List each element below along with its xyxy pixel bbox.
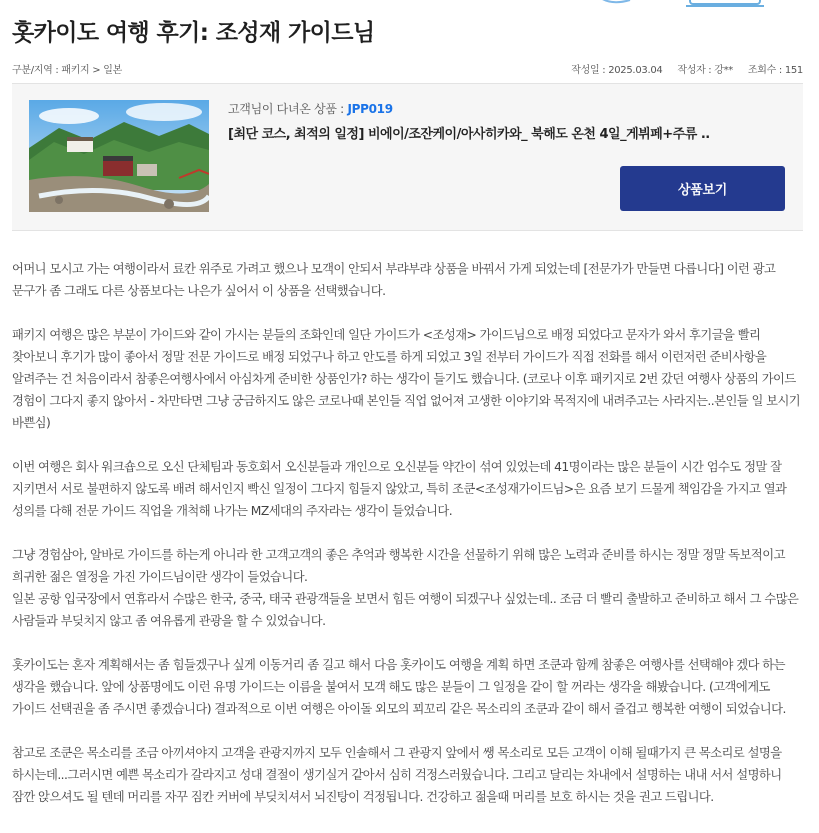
product-code[interactable]: JPP019 — [347, 102, 393, 116]
post-author: 작성자 : 강** — [677, 64, 734, 76]
review-paragraph: 이번 여행은 회사 워크숍으로 오신 단체팀과 동호회서 오신분들과 개인으로 오신분들 약간이 섞여 있었는데 41명이라는 많은 분들이 시간 엄수도 정말 잘 지키면서 서로 불편하지 않도록 배려 해서인지 빡신 일정이 그다지 힘들지 않았고, 특히 조쿤<조성재가이드님>은 요즘 보기 드물게 책임감을 가지고 열과 성의를 다해 전문 가이드 직업을 개척해 나가는 MZ세대의 주자라는 생각이 들었습니다. — [12, 460, 787, 518]
product-code-label: 고객님이 다녀온 상품 : — [228, 102, 348, 116]
review-content — [12, 258, 805, 830]
review-paragraph: 그냥 경험삼아, 알바로 가이드를 하는게 아니라 한 고객고객의 좋은 추억과 행복한 시간을 선물하기 위해 많은 노력과 준비를 하시는 정말 정말 독보적이고 희귀한 젊은 열정을 가진 가이드님이란 생각이 들었습니다. — [12, 548, 785, 584]
product-code-line — [228, 100, 393, 117]
post-info — [559, 61, 803, 76]
post-date: 작성일 : 2025.03.04 — [571, 64, 663, 76]
review-paragraph: 패키지 여행은 많은 부분이 가이드와 같이 가시는 분들의 조화인데 일단 가이드가 <조성재> 가이드님으로 배정 되었다고 문자가 와서 후기글을 빨리 찾아보니 후기가 많이 좋아서 정말 전문 가이드로 배정 되었구나 하고 안도를 하게 되었고 3일 전부터 가이드가 직접 전화를 해서 이런저런 준비사항을 알려주는 건 처음이라서 참좋은여행사에서 아심차게 준비한 상품인가? 하는 생각이 들기도 했습니다. (코로나 이후 패키지로 2번 갔던 여행사 상품의 가이드 경험이 그다지 좋지 않아서 - 차만타면 그냥 궁금하지도 않은 코로나때 본인들 직업 없어져 고생한 이야기와 목적지에 내려주고는 사라지는..본인들 일 보시기 바쁜심) — [12, 328, 801, 430]
review-paragraph: 참고로 조쿤은 목소리를 조금 아끼셔야지 고객을 관광지까지 모두 인솔해서 그 관광지 앞에서 쌩 목소리로 모든 고객이 이해 될때가지 큰 목소리로 설명을 하시는데...그러시면 예쁜 목소리가 갈라지고 성대 결절이 생기실거 같아서 심히 걱정스러웠습니다. 그리고 달리는 차내에서 설명하는 내내 서서 설명하니 잠깐 앉으셔도 될 텐데 머리를 자꾸 짐칸 커버에 부딪치셔서 뇌진탕이 걱정됩니다. 건강하고 젊을때 머리를 보호 하시는 것을 권고 드립니다. — [12, 746, 782, 804]
product-thumbnail[interactable] — [29, 100, 209, 212]
view-count: 조회수 : 151 — [747, 64, 803, 76]
category-breadcrumb: 구분/지역 : 패키지 > 일본 — [12, 64, 122, 76]
decorative-illustration — [590, 0, 790, 14]
page-title: 홋카이도 여행 후기: 조성재 가이드님 — [12, 20, 375, 46]
review-paragraph: 어머니 모시고 가는 여행이라서 료칸 위주로 가려고 했으나 모객이 안되서 부랴부랴 상품을 바꿔서 가게 되었는데 [전문가가 만들면 다릅니다] 이런 광고 문구가 좀 그래도 다른 상품보다는 나은가 싶어서 이 상품을 선택했습니다. — [12, 262, 776, 298]
product-name-link[interactable]: [최단 코스, 최적의 일정] 비에이/조잔케이/아사히카와_ 북해도 온천 4일_게뷔페+주류 .. — [228, 127, 710, 142]
post-meta — [12, 60, 803, 76]
review-paragraph: 홋카이도는 혼자 계획해서는 좀 힘들겠구나 싶게 이동거리 좀 길고 해서 다음 홋카이도 여행을 계획 하면 조쿤과 함께 참좋은 여행사를 선택해야 겠다 하는 생각을 했습니다. 앞에 상품명에도 이런 유명 가이드는 이름을 붙여서 모객 해도 많은 분들이 그 일정을 같이 할 꺼라는 생각을 해봤습니다. (고객에게도 가이드 선택권을 좀 주시면 좋겠습니다) 결과적으로 이번 여행은 아이돌 외모의 꾀꼬리 같은 목소리의 조쿤과 같이 해서 즐겁고 행복한 여행이 되었습니다. — [12, 658, 786, 716]
product-card — [12, 84, 803, 231]
review-paragraph: 일본 공항 입국장에서 연휴라서 수많은 한국, 중국, 태국 관광객들을 보면서 힘든 여행이 되겠구나 싶었는데.. 조금 더 빨리 출발하고 준비하고 해서 그 수많은 사람들과 부딪치지 않고 좀 여유롭게 관광을 할 수 있었습니다. — [12, 592, 799, 628]
view-product-button[interactable]: 상품보기 — [620, 166, 785, 211]
